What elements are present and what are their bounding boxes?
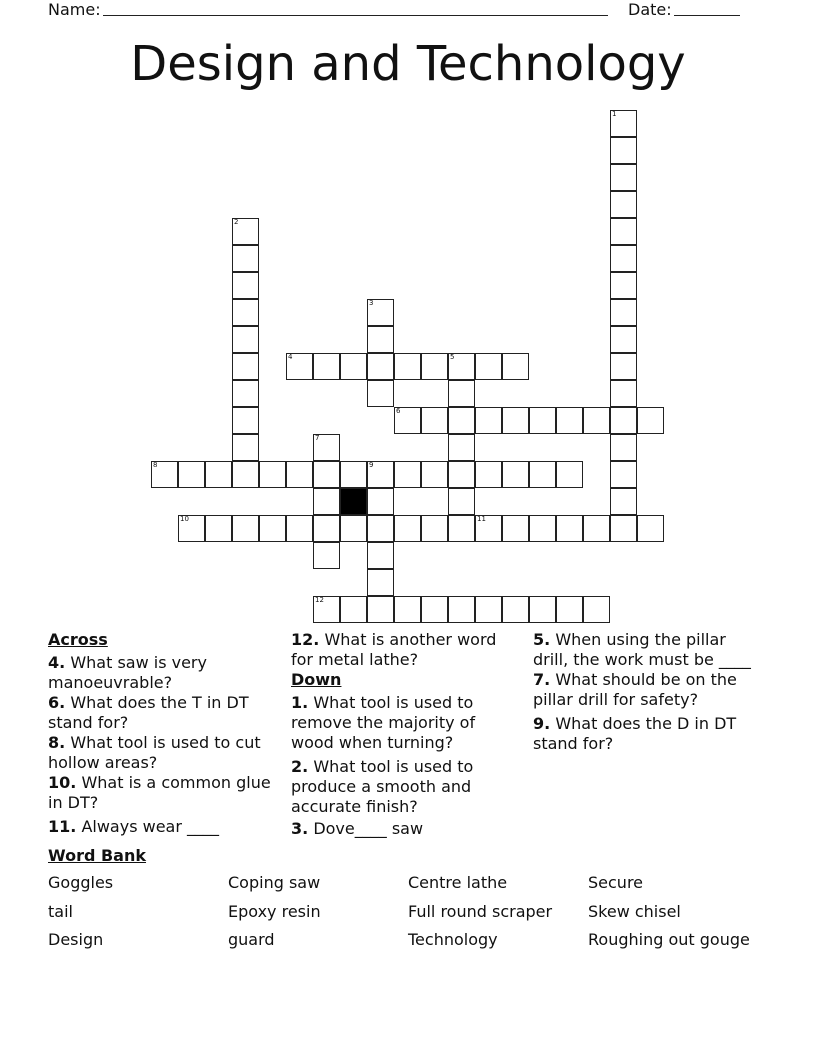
grid-cell[interactable] xyxy=(637,407,664,434)
page-title: Design and Technology xyxy=(130,36,686,92)
grid-cell[interactable] xyxy=(583,515,610,542)
clue-text: When using the pillar drill, the work must be ____ xyxy=(533,630,751,669)
grid-cell[interactable] xyxy=(313,542,340,569)
clue-text: What tool is used to produce a smooth and accurate finish? xyxy=(291,757,474,816)
clue-number: 9. xyxy=(533,714,551,733)
clues-column-1 xyxy=(48,630,273,837)
grid-cell[interactable] xyxy=(286,353,313,380)
grid-cell[interactable] xyxy=(394,515,421,542)
clue-down-5 xyxy=(533,630,763,670)
cell-number: 9 xyxy=(369,461,374,469)
clue-number: 11. xyxy=(48,817,77,836)
clue-number: 4. xyxy=(48,653,66,672)
grid-cell[interactable] xyxy=(286,515,313,542)
grid-cell[interactable] xyxy=(340,461,367,488)
grid-cell[interactable] xyxy=(502,461,529,488)
grid-cell[interactable] xyxy=(502,353,529,380)
word-bank-item: Epoxy resin xyxy=(228,902,321,921)
grid-cell[interactable] xyxy=(259,461,286,488)
name-label: Name: xyxy=(48,0,101,19)
grid-cell[interactable] xyxy=(340,596,367,623)
grid-cell[interactable] xyxy=(313,488,340,515)
grid-cell[interactable] xyxy=(340,515,367,542)
grid-cell[interactable] xyxy=(367,461,394,488)
clue-number: 7. xyxy=(533,670,551,689)
grid-cell[interactable] xyxy=(610,488,637,515)
grid-cell[interactable] xyxy=(502,407,529,434)
cell-number: 4 xyxy=(288,353,293,361)
clue-across-6 xyxy=(48,693,273,733)
grid-cell[interactable] xyxy=(367,596,394,623)
grid-cell[interactable] xyxy=(448,596,475,623)
grid-cell[interactable] xyxy=(286,461,313,488)
grid-cell[interactable] xyxy=(313,596,340,623)
cell-number: 3 xyxy=(369,299,374,307)
word-bank-item: tail xyxy=(48,902,73,921)
clue-text: What tool is used to cut hollow areas? xyxy=(48,733,261,772)
grid-cell[interactable] xyxy=(232,299,259,326)
clues-column-3 xyxy=(533,630,763,754)
date-label: Date: xyxy=(628,0,672,19)
clue-text: What should be on the pillar drill for safety? xyxy=(533,670,737,709)
clue-number: 3. xyxy=(291,819,309,838)
grid-cell[interactable] xyxy=(610,434,637,461)
word-bank-item: Full round scraper xyxy=(408,902,553,921)
clue-across-12 xyxy=(291,630,521,670)
across-heading: Across xyxy=(48,630,108,649)
grid-cell[interactable] xyxy=(367,326,394,353)
grid-cell[interactable] xyxy=(610,245,637,272)
clues-column-2 xyxy=(291,630,521,839)
grid-cell[interactable] xyxy=(232,326,259,353)
grid-cell[interactable] xyxy=(421,353,448,380)
clue-number: 6. xyxy=(48,693,66,712)
grid-cell[interactable] xyxy=(232,218,259,245)
grid-cell[interactable] xyxy=(610,191,637,218)
clue-text: Always wear ____ xyxy=(81,817,220,836)
grid-cell[interactable] xyxy=(529,515,556,542)
clue-text: What does the D in DT stand for? xyxy=(533,714,737,753)
grid-cell[interactable] xyxy=(232,380,259,407)
grid-cell[interactable] xyxy=(610,272,637,299)
cell-number: 12 xyxy=(315,596,324,604)
grid-cell[interactable] xyxy=(394,596,421,623)
grid-cell[interactable] xyxy=(610,353,637,380)
word-bank-item: Secure xyxy=(588,873,644,892)
grid-cell[interactable] xyxy=(583,407,610,434)
clue-down-9 xyxy=(533,714,763,754)
grid-cell[interactable] xyxy=(367,353,394,380)
grid-cell[interactable] xyxy=(475,596,502,623)
grid-cell[interactable] xyxy=(502,515,529,542)
grid-cell[interactable] xyxy=(529,461,556,488)
grid-cell[interactable] xyxy=(610,380,637,407)
grid-cell[interactable] xyxy=(610,299,637,326)
clue-down-7 xyxy=(533,670,763,710)
grid-cell[interactable] xyxy=(367,542,394,569)
clue-text: What tool is used to remove the majority of wood when turning? xyxy=(291,693,476,752)
grid-cell[interactable] xyxy=(367,515,394,542)
clue-across-10 xyxy=(48,773,273,813)
grid-cell[interactable] xyxy=(232,272,259,299)
clue-text: What is a common glue in DT? xyxy=(48,773,271,812)
grid-cell[interactable] xyxy=(178,515,205,542)
clue-text: What does the T in DT stand for? xyxy=(48,693,249,732)
grid-cell[interactable] xyxy=(340,353,367,380)
grid-cell[interactable] xyxy=(529,596,556,623)
grid-cell[interactable] xyxy=(232,461,259,488)
grid-cell[interactable] xyxy=(448,380,475,407)
grid-cell[interactable] xyxy=(232,434,259,461)
grid-cell[interactable] xyxy=(394,353,421,380)
clue-text: What saw is very manoeuvrable? xyxy=(48,653,207,692)
clue-across-11 xyxy=(48,817,273,837)
word-bank-item: Roughing out gouge xyxy=(588,930,750,949)
grid-cell[interactable] xyxy=(448,461,475,488)
grid-cell[interactable] xyxy=(610,110,637,137)
grid-cell[interactable] xyxy=(313,353,340,380)
grid-cell[interactable] xyxy=(475,407,502,434)
grid-cell[interactable] xyxy=(448,488,475,515)
cell-number: 7 xyxy=(315,434,320,442)
grid-cell[interactable] xyxy=(448,407,475,434)
grid-cell[interactable] xyxy=(610,137,637,164)
word-bank-item: Design xyxy=(48,930,104,949)
word-bank-item: Technology xyxy=(408,930,498,949)
clue-down-1 xyxy=(291,693,521,753)
clue-text: Dove____ saw xyxy=(313,819,424,838)
cell-number: 2 xyxy=(234,218,239,226)
cell-number: 6 xyxy=(396,407,401,415)
grid-cell[interactable] xyxy=(232,353,259,380)
clue-across-8 xyxy=(48,733,273,773)
grid-cell[interactable] xyxy=(610,218,637,245)
grid-cell[interactable] xyxy=(637,515,664,542)
grid-cell[interactable] xyxy=(313,461,340,488)
grid-cell[interactable] xyxy=(610,515,637,542)
grid-cell[interactable] xyxy=(232,407,259,434)
clue-number: 2. xyxy=(291,757,309,776)
word-bank-item: Centre lathe xyxy=(408,873,508,892)
grid-cell[interactable] xyxy=(232,245,259,272)
clue-number: 12. xyxy=(291,630,320,649)
grid-cell[interactable] xyxy=(556,407,583,434)
grid-cell[interactable] xyxy=(205,515,232,542)
word-bank-item: Coping saw xyxy=(228,873,321,892)
grid-cell[interactable] xyxy=(583,596,610,623)
grid-cell[interactable] xyxy=(421,515,448,542)
grid-cell[interactable] xyxy=(421,407,448,434)
grid-cell[interactable] xyxy=(448,515,475,542)
grid-cell[interactable] xyxy=(394,461,421,488)
grid-cell[interactable] xyxy=(259,515,286,542)
cell-number: 5 xyxy=(450,353,455,361)
grid-cell[interactable] xyxy=(232,515,259,542)
grid-cell[interactable] xyxy=(151,461,178,488)
grid-cell[interactable] xyxy=(610,461,637,488)
grid-cell[interactable] xyxy=(529,407,556,434)
word-bank-item: Goggles xyxy=(48,873,114,892)
grid-cell[interactable] xyxy=(502,596,529,623)
grid-cell[interactable] xyxy=(367,299,394,326)
word-bank-item: Skew chisel xyxy=(588,902,681,921)
cell-number: 1 xyxy=(612,110,617,118)
grid-cell[interactable] xyxy=(313,434,340,461)
grid-cell[interactable] xyxy=(421,596,448,623)
grid-cell[interactable] xyxy=(313,515,340,542)
word-bank-item: guard xyxy=(228,930,275,949)
grid-cell[interactable] xyxy=(178,461,205,488)
grid-cell[interactable] xyxy=(421,461,448,488)
cell-number: 8 xyxy=(153,461,158,469)
word-bank-heading: Word Bank xyxy=(48,846,147,865)
grid-cell[interactable] xyxy=(367,488,394,515)
grid-cell[interactable] xyxy=(610,407,637,434)
grid-cell[interactable] xyxy=(475,461,502,488)
down-heading: Down xyxy=(291,670,342,689)
grid-cell[interactable] xyxy=(475,353,502,380)
clue-across-4 xyxy=(48,653,273,693)
cell-number: 11 xyxy=(477,515,486,523)
grid-cell[interactable] xyxy=(367,380,394,407)
grid-block xyxy=(340,488,367,515)
grid-cell[interactable] xyxy=(205,461,232,488)
grid-cell[interactable] xyxy=(610,164,637,191)
clue-text: What is another word for metal lathe? xyxy=(291,630,497,669)
grid-cell[interactable] xyxy=(448,353,475,380)
clue-number: 10. xyxy=(48,773,77,792)
clue-number: 1. xyxy=(291,693,309,712)
grid-cell[interactable] xyxy=(610,326,637,353)
grid-cell[interactable] xyxy=(394,407,421,434)
grid-cell[interactable] xyxy=(556,461,583,488)
clue-down-2 xyxy=(291,757,521,817)
cell-number: 10 xyxy=(180,515,189,523)
grid-cell[interactable] xyxy=(556,515,583,542)
grid-cell[interactable] xyxy=(448,434,475,461)
clue-number: 5. xyxy=(533,630,551,649)
clue-down-3 xyxy=(291,819,521,839)
grid-cell[interactable] xyxy=(367,569,394,596)
grid-cell[interactable] xyxy=(475,515,502,542)
grid-cell[interactable] xyxy=(556,596,583,623)
clue-number: 8. xyxy=(48,733,66,752)
